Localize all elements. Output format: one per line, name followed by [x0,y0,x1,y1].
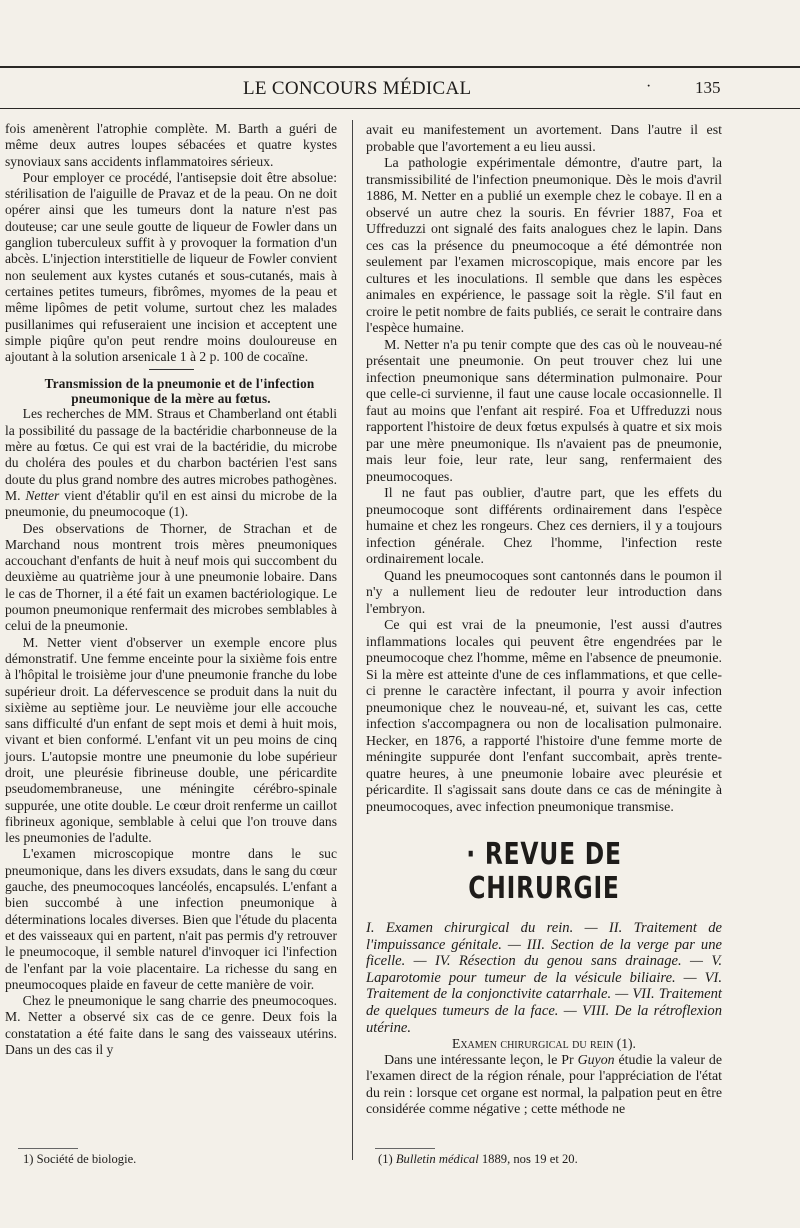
header-dot: · [646,78,652,95]
running-title: LE CONCOURS MÉDICAL [243,78,472,99]
paragraph: La pathologie expérimentale démontre, d'autre part, la transmissibilité de l'infection pneumonique. Dès le mois d'avril 1886, M. Netter en a publié un exemple chez le cobaye. Il en a observé un autre chez la souris. En février 1887, Foa et Uffreduzzi ont signalé des faits analogues chez le lapin. Dans ces cas la présence du pneumocoque a été démontrée non seulement par l'examen microscopique, mais encore par les cultures et les inoculations. Il semble que dans les espèces animales en expérience, le passage soit la règle. S'il faut en croire le petit nombre de faits publiés, ce serait le contraire dans l'espèce humaine. [366,156,722,336]
footnote-left: 1) Société de biologie. [23,1152,137,1166]
page-number: 135 [695,78,721,97]
revue-heading: · REVUE DE CHIRURGIE [466,837,622,906]
left-column [5,121,337,1058]
top-rule [0,66,800,68]
separator [149,369,194,370]
paragraph: Quand les pneumocoques sont cantonnés dans le poumon il n'y a nullement lieu de redouter leur introduction dans l'embryon. [366,568,722,617]
footnote-right: (1) Bulletin médical 1889, nos 19 et 20. [378,1152,578,1166]
journal-title: Bulletin médical [395,1152,479,1166]
table-of-contents: I. Examen chirurgical du rein. — II. Traitement de l'impuissance génitale. — III. Section de la verge par une ficelle. — IV. Résection du genou sans drainage. — V. Laparotomie pour tumeur de la vésicule biliaire. — VI. Traitement de la conjonctivite catarrhale. — VII. Traitement de quelques tumeurs de la face. — VIII. De la rétroflexion utérine. [366,920,722,1036]
paragraph: Pour employer ce procédé, l'antisepsie doit être absolue: stérilisation de l'aiguille de Pravaz et de la peau. On ne doit opérer ainsi que les tumeurs dont la nature n'est pas douteuse; car une seule goutte de liqueur de Fowler dans un ganglion tuberculeux suffit à y provoquer la formation d'un abcès. L'injection interstitielle de liqueur de Fowler convient non seulement aux kystes cutanés et sous-cutanés, mais à certaines petites tumeurs, fibrômes, myomes de la peau et même lipômes de petit volume, surtout chez les malades pusillanimes qui refuseraient une incision et acceptent une simple piqûre qu'on peut rendre moins douloureuse en ajoutant à la solution arsenicale 1 à 2 p. 100 de cocaïne. [5,169,337,365]
paragraph: M. Netter vient d'observer un exemple encore plus démonstratif. Une femme enceinte pour la sixième fois entre à l'hôpital le troisième jour d'une pneumonie franche du lobe supérieur droit. La défervescence se produit dans la nuit du sixième au septième jour. Le neuvième jour elle accouche sans difficulté d'un enfant de sept mois et demi à huit mois, vivant et bien conformé. L'enfant vit un peu moins de cinq jours. L'autopsie montre une pneumonie du lobe supérieur droit, une pleurésie fibrineuse double, une péricardite pseudomembraneuse, une méningite cérébro-spinale suppurée, une otite double. Le cœur droit renferme un caillot fibrineux agonique, semblable à celui que l'on trouve dans les pneumonies de l'adulte. [5,634,337,846]
paragraph: fois amenèrent l'atrophie complète. M. Barth a guéri de même deux autres loupes sébacées et quatre kystes synoviaux sans accidents inflammatoires sérieux. [5,121,337,169]
revue-title: REVUE DE CHIRURGIE [468,837,622,906]
paragraph: avait eu manifestement un avortement. Dans l'autre il est probable que l'avortement a eu lieu aussi. [366,123,722,155]
footnote-rule [375,1148,435,1149]
subsection-title: Examen chirurgical du rein (1). [452,1036,636,1052]
paragraph: Dans une intéressante leçon, le Pr Guyon étudie la valeur de l'examen direct de la région rénale, pour l'appréciation de l'état du rein : lorsque cet organe est normal, la palpation peut en être considérée comme négative ; cette méthode ne [366,1052,722,1118]
footnote-rule [18,1148,78,1149]
author-name: Guyon [577,1052,615,1068]
paragraph: Chez le pneumonique le sang charrie des pneumocoques. M. Netter a observé six cas de ce genre. Deux fois la constatation a été faite dans le sang des vaisseaux utérins. Dans un des cas il y [5,993,337,1058]
header-rule [0,108,800,109]
paragraph: Ce qui est vrai de la pneumonie, l'est aussi d'autres inflammations locales qui peuvent être engendrées par le pneumocoque chez l'homme, même en l'absence de pneumonie. Si la mère est atteinte d'une de ces inflammations, et que celle-ci prenne le caractère infectant, il pourra y avoir infection pneumonique chez le nouveau-né, et, suivant les cas, cette infection s'accompagnera ou non de localisation pulmonaire. Hecker, en 1876, a rapporté l'histoire d'une femme morte de méningite suppurée dont l'enfant succombait, après trente-quatre heures, à une pneumonie lobaire avec pleurésie et péricardite. Il s'agissait sans doute dans ce cas de méningite à pneumocoques, avec infection pneumonique transmise. [366,618,722,815]
right-column [366,123,722,1119]
paragraph: Les recherches de MM. Straus et Chamberland ont établi la possibilité du passage de la bactéridie charbonneuse de la mère au fœtus. Ce qui est vrai de la bactéridie, du microbe du choléra des poules et du charbon bactérien l'est sans doute du plus grand nombre des autres microbes pathogènes. M. Netter vient d'établir qu'il en est ainsi du microbe de la pneumonie, du pneumocoque (1). [5,406,337,520]
column-divider [352,120,353,1160]
author-name: Netter [25,487,60,503]
paragraph: Il ne faut pas oublier, d'autre part, que les effets du pneumocoque sont différents ordinairement dans l'espèce humaine et chez les rongeurs. Chez ces derniers, il y a toujours infection générale. Chez l'homme, l'infection reste ordinairement locale. [366,486,722,567]
paragraph: M. Netter n'a pu tenir compte que des cas où le nouveau-né présentait une pneumonie. On peut trouver chez lui une infection pneumonique sans détermination pulmonaire. Pour que celle-ci survienne, il faut une cause locale occasionnelle. Il faut au moins que l'enfant ait respiré. Foa et Uffreduzzi nous rapportent l'histoire de deux fœtus expulsés à quatre et six mois par une mère pneumonique. Ils n'avaient pas de pneumonie, mais leur foie, leur rate, leur sang, renfermaient des pneumocoques. [366,337,722,485]
paragraph: Des observations de Thorner, de Strachan et de Marchand nous montrent trois mères pneumoniques accouchant d'enfants de huit à neuf mois qui succombent du deuxième au quatrième jour à une pneumonie lobaire. Dans le cas de Thorner, il a été fait un examen bactériologique. Le poumon pneumonique renfermait des microbes semblables à celui de la pneumonie. [5,520,337,634]
paragraph: L'examen microscopique montre dans le suc pneumonique, dans les divers exsudats, dans le sang du cœur gauche, des pneumocoques lancéolés, encapsulés. L'enfant a bien succombé à une infection pneumonique à déterminations locales diverses. Bien que l'étude du placenta et des vaisseaux qui en partent, n'ait pas permis d'y retrouver le pneumocoque, il semble naturel d'invoquer ici l'infection de l'enfant par la voie placentaire. La richesse du sang en pneumocoques plaide en faveur de cette manière de voir. [5,846,337,992]
page-header [235,78,800,102]
section-title: Transmission de la pneumonie et de l'infection pneumonique de la mère au fœtus. [44,376,315,407]
